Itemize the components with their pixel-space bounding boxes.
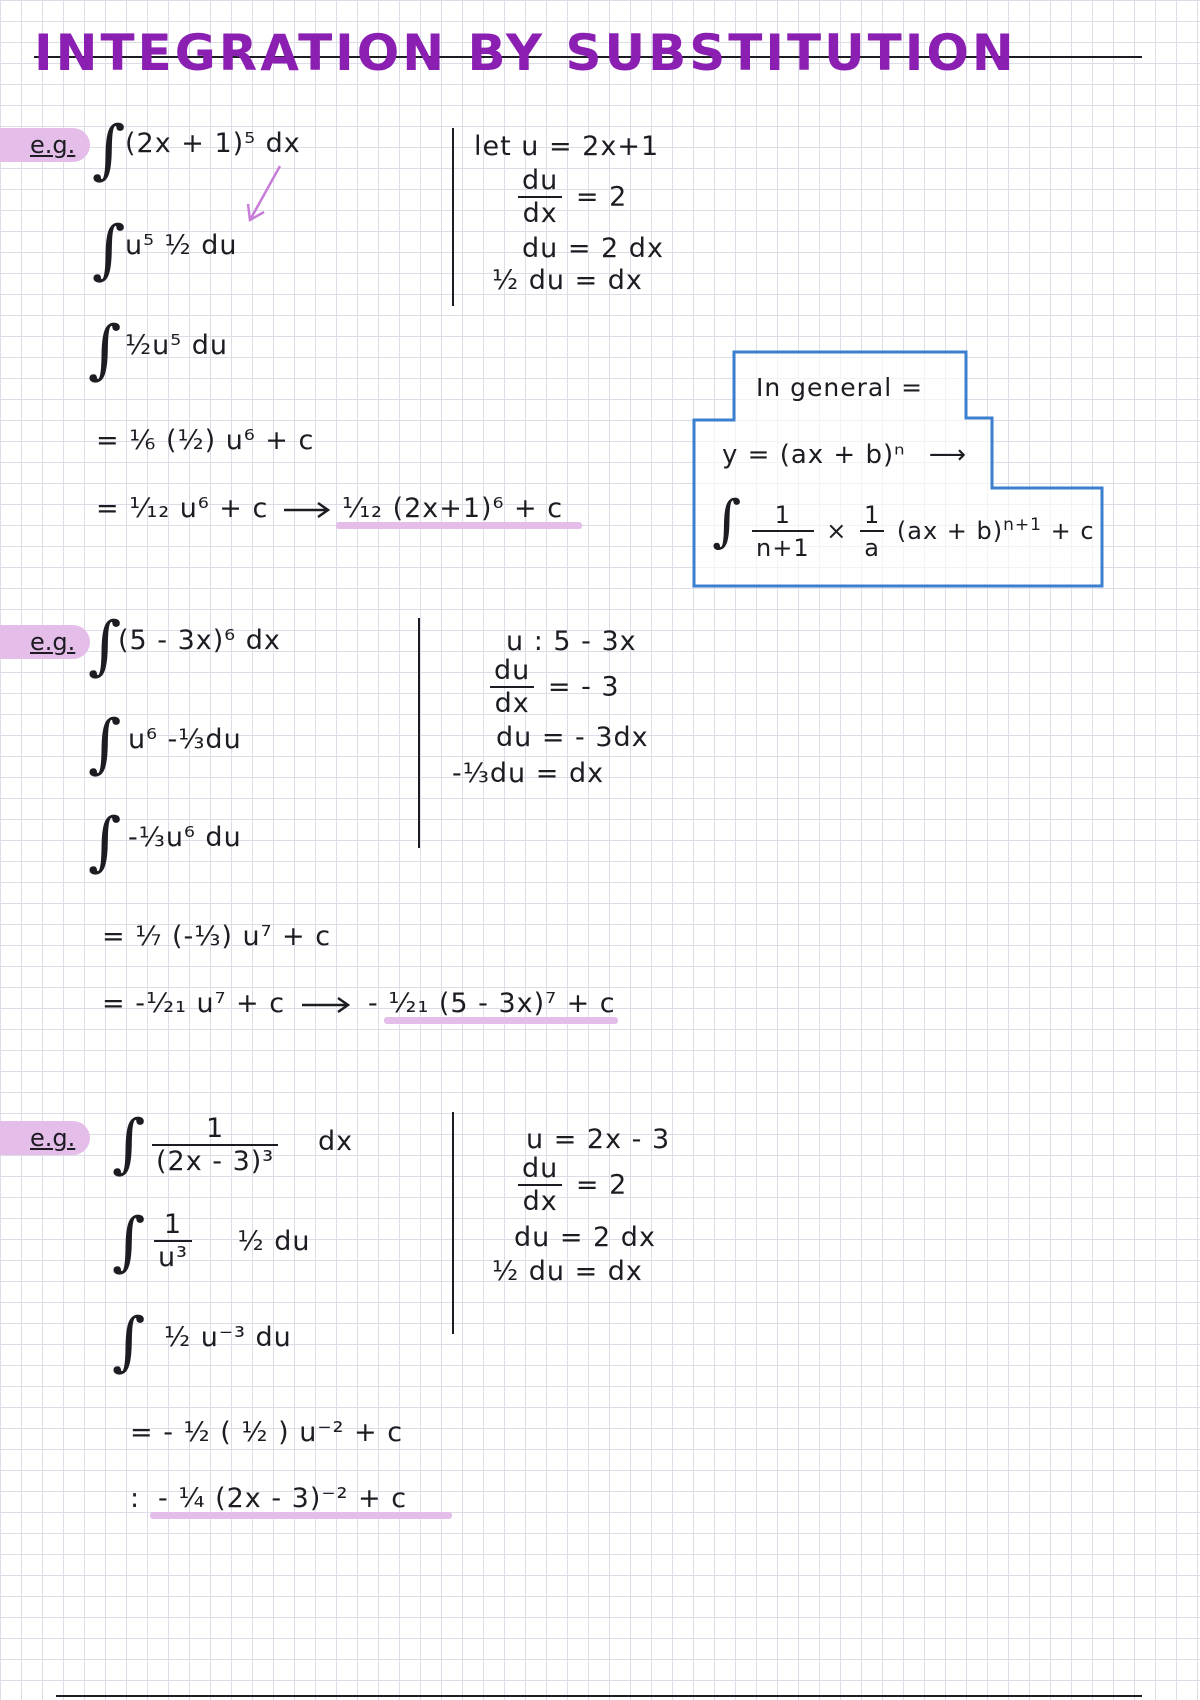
example1-du: du = 2 dx (522, 233, 664, 264)
integral-sign: ∫ (112, 1205, 146, 1279)
integral-sign: ∫ (92, 213, 126, 287)
integral-sign: ∫ (112, 1107, 146, 1181)
general-result: $\frac{1}{n+1}$ × $\frac{1}{a}$ (ax + b)$^{n+1}$ + c (748, 500, 1095, 564)
example2-integral: (5 - 3x)⁶ dx (118, 625, 281, 656)
integral-sign: ∫ (88, 609, 122, 683)
integral-sign: ∫ (88, 805, 122, 879)
example2-step1: u⁶ -⅓du (128, 724, 242, 755)
example3-step3: = - ½ ( ½ ) u⁻² + c (130, 1417, 404, 1448)
example2-let-u: u : 5 - 3x (506, 626, 637, 657)
example3-dx: dx (318, 1126, 354, 1157)
example2-step4: = -¹⁄₂₁ u⁷ + c (102, 988, 286, 1019)
page-bottom-line (56, 1695, 1142, 1697)
working-divider (452, 128, 454, 306)
example1-step3: = ⅙ (½) u⁶ + c (96, 425, 315, 456)
general-heading: In general = (756, 373, 924, 402)
example1-dx: ½ du = dx (492, 265, 643, 296)
integral-sign: ∫ (112, 1305, 146, 1379)
implies-arrow (282, 498, 332, 522)
example3-du: du = 2 dx (514, 1222, 656, 1253)
example1-step4: = ¹⁄₁₂ u⁶ + c (96, 493, 269, 524)
integral-sign: ∫ (92, 113, 126, 187)
page-title: INTEGRATION BY SUBSTITUTION (34, 24, 1017, 82)
example1-integral: (2x + 1)⁵ dx (125, 128, 301, 159)
example1-let-u: let u = 2x+1 (474, 131, 660, 162)
example3-answer-prefix: : (130, 1483, 141, 1514)
example1-step2: ½u⁵ du (125, 330, 228, 361)
example3-integral: $\frac{1}{\text{(2x - 3)³}}$ (148, 1114, 282, 1178)
integral-sign: ∫ (712, 489, 742, 554)
example3-step2: ½ u⁻³ du (164, 1322, 292, 1353)
eg-label: e.g. (0, 625, 90, 659)
eg-label: e.g. (0, 128, 90, 162)
eg-label: e.g. (0, 1121, 90, 1155)
example2-step2: -⅓u⁶ du (128, 822, 242, 853)
implies-arrow (300, 993, 354, 1017)
example3-let-u: u = 2x - 3 (526, 1124, 671, 1155)
example2-dx: -⅓du = dx (452, 758, 605, 789)
example3-step1: $\frac{1}{\text{u³}}$ ½ du (150, 1210, 311, 1274)
example2-derivative: $\frac{du}{dx}$ = - 3 (486, 656, 620, 720)
integral-sign: ∫ (88, 313, 122, 387)
working-divider (418, 618, 420, 848)
general-formula: y = (ax + b)ⁿ ⟶ (722, 440, 968, 470)
example2-du: du = - 3dx (496, 722, 649, 753)
integral-sign: ∫ (88, 707, 122, 781)
example1-answer: ¹⁄₁₂ (2x+1)⁶ + c (342, 493, 564, 524)
substitution-arrow (240, 160, 290, 230)
example3-derivative: $\frac{du}{dx}$ = 2 (514, 1154, 627, 1218)
example1-derivative: $\frac{du}{dx}$ = 2 (514, 166, 627, 230)
example3-answer: - ¼ (2x - 3)⁻² + c (158, 1483, 408, 1514)
example3-dx-line: ½ du = dx (492, 1256, 643, 1287)
example2-step3: = ⅐ (-⅓) u⁷ + c (102, 921, 332, 952)
example2-answer: - ¹⁄₂₁ (5 - 3x)⁷ + c (368, 988, 616, 1019)
working-divider (452, 1112, 454, 1334)
example1-step1: u⁵ ½ du (125, 230, 238, 261)
